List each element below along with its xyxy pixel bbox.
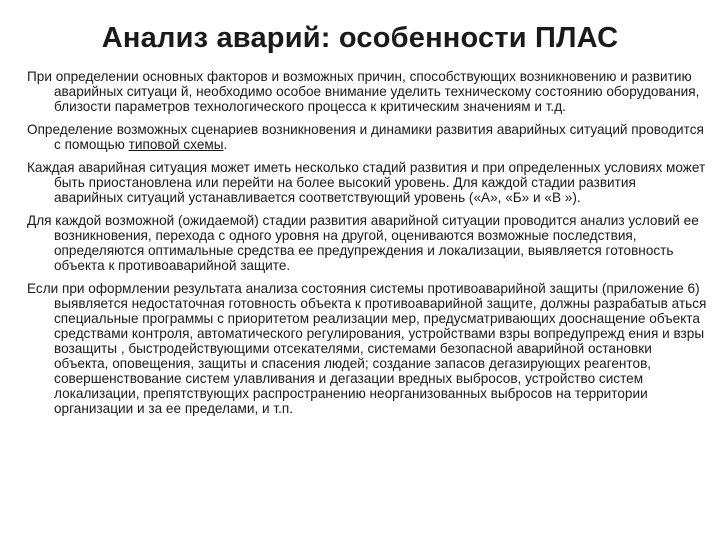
paragraph-factors: При определении основных факторов и возможных причин, способствующих возникновению и развитию аварийных ситуаци й, необходимо особое внимание уделить техническому состоянию оборудования, близости параметров технологического процесса к критическим значениям и т.д.	[27, 69, 700, 114]
paragraph-stages: Каждая аварийная ситуация может иметь несколько стадий развития и при определенных условиях может быть приостановлена или перейти на более высокий уровень. Для каждой стадии развития аварийных ситуаций устанавливается соответствующий уровень («А», «Б» и «В »).	[27, 160, 706, 205]
slide-title: Анализ аварий: особенности ПЛАС	[101, 22, 619, 54]
paragraph-scenarios-text: Определение возможных сценариев возникновения и динамики развития аварийных ситуаций проводится с помощью	[27, 122, 704, 152]
slide-body	[27, 69, 707, 424]
paragraph-protection: Если при оформлении результата анализа состояния системы противоаварийной защиты (приложение 6) выявляется недостаточная готовность объекта к противоаварийной защите, должны разрабатыв аться специальные программы с приоритетом реализации мер, предусматривающих дооснащение объекта средствами контроля, автоматического регулирования, устройствами взры вопредупрежд ения и взры возащиты , быстродействующими отсекателями, системами безопасной аварийной остановки объекта, оповещения, защиты и спасения людей; создание запасов дегазирующих реагентов, совершенствование систем улавливания и дегазации вредных выбросов, устройство систем локализации, препятствующих распространению неорганизованных выбросов на территории организации и за ее пределами, и т.п.	[27, 281, 707, 416]
paragraph-scenarios-end: .	[223, 137, 228, 152]
paragraph-analysis: Для каждой возможной (ожидаемой) стадии развития аварийной ситуации проводится анализ условий ее возникновения, перехода с одного уровня на другой, оцениваются возможные последствия, определяются оптимальные средства ее предупреждения и локализации, выявляется готовность объекта к противоаварийной защите.	[27, 213, 699, 273]
paragraph-scenarios	[27, 122, 707, 152]
typical-scheme-link[interactable]: типовой схемы	[128, 137, 224, 152]
